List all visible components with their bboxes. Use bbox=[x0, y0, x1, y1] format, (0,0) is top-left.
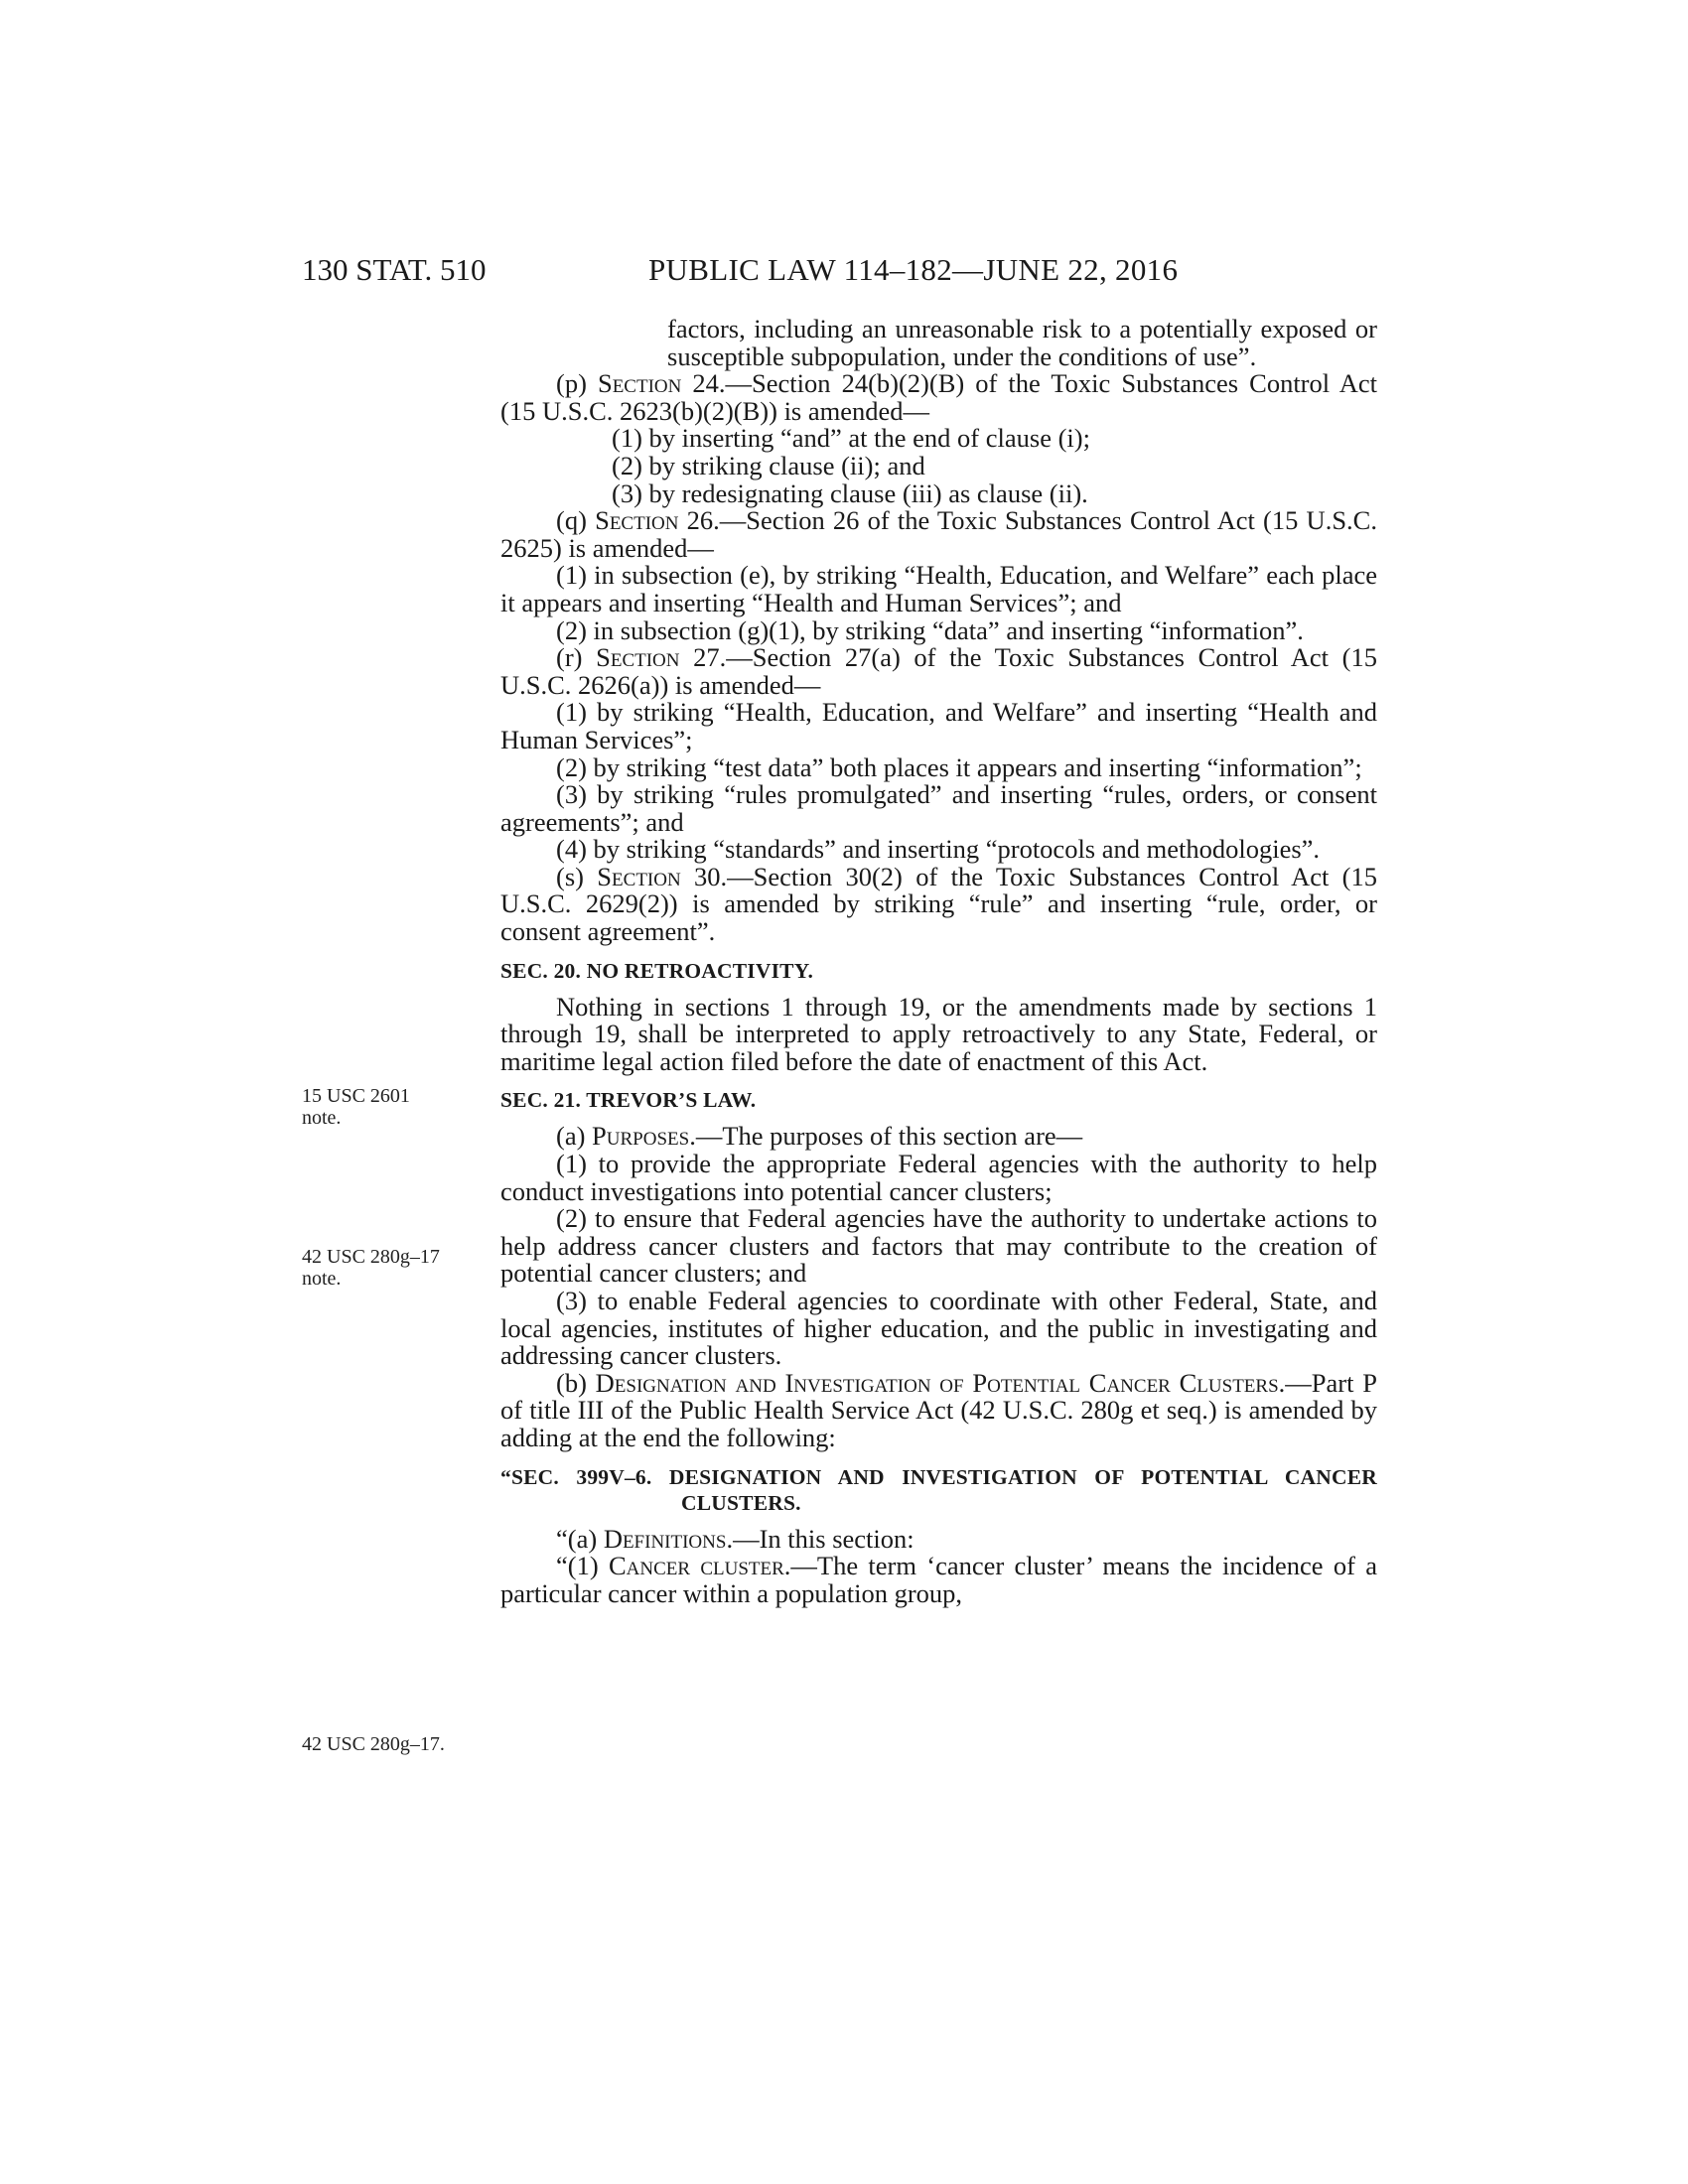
law-title: PUBLIC LAW 114–182—JUNE 22, 2016 bbox=[648, 252, 1179, 287]
running-header bbox=[302, 250, 1377, 290]
list-item: (3) by redesignating clause (iii) as clause (ii). bbox=[612, 478, 1088, 508]
list-item: (1) in subsection (e), by striking “Health, Education, and Welfare” each place it appears and inserting “Health and Human Services”; and bbox=[500, 560, 1377, 617]
list-item: (2) to ensure that Federal agencies have the authority to undertake actions to help address cancer clusters and factors that may contribute to the creation of potential cancer clusters; and bbox=[500, 1203, 1377, 1289]
list-item: (2) by striking “test data” both places it appears and inserting “information”; bbox=[556, 751, 1362, 782]
list-item: (3) to enable Federal agencies to coordinate with other Federal, State, and local agencies, institutes of higher education, and the public in investigating and addressing cancer clusters. bbox=[500, 1286, 1377, 1371]
definitions-subsection: “(a) Definitions.—In this section: bbox=[556, 1523, 914, 1554]
list-item: (3) by striking “rules promulgated” and inserting “rules, orders, or consent agreements”; and bbox=[500, 779, 1377, 837]
margin-note-text: note. bbox=[302, 1107, 342, 1129]
margin-note-sec399 bbox=[302, 1733, 481, 1755]
continued-text: factors, including an unreasonable risk to a potentially exposed or susceptible subpopulation, under the conditions of use”. bbox=[667, 314, 1377, 371]
subsection-caption: Section 24 bbox=[597, 368, 719, 399]
section-heading-sec20: SEC. 20. NO RETROACTIVITY. bbox=[500, 958, 814, 983]
statute-body bbox=[500, 316, 1377, 1607]
stat-page-number: 130 STAT. 510 bbox=[302, 252, 487, 287]
definition-cancer-cluster: “(1) Cancer cluster.—The term ‘cancer cluster’ means the incidence of a particular cancer within a population group, bbox=[500, 1551, 1377, 1608]
subsection-caption: Section 27 bbox=[596, 642, 720, 673]
margin-note-ref: 15 USC 2601 bbox=[302, 1085, 410, 1107]
margin-note-ref: 42 USC 280g–17 bbox=[302, 1246, 440, 1268]
subsection-r: (r) Section 27.—Section 27(a) of the Toxic Substances Control Act (15 U.S.C. 2626(a)) is amended— bbox=[500, 642, 1377, 700]
subsection-caption: Definitions bbox=[603, 1523, 727, 1554]
subsection-b: (b) Designation and Investigation of Potential Cancer Clusters.—Part P of title III of the Public Health Service Act (42 U.S.C. 280g et seq.) is amended by adding at the end the following: bbox=[500, 1367, 1377, 1452]
margin-note-sec20 bbox=[302, 1085, 481, 1129]
subsection-caption: Section 30 bbox=[597, 861, 721, 891]
list-item: (4) by striking “standards” and inserting “protocols and methodologies”. bbox=[556, 834, 1321, 865]
list-item: (1) by striking “Health, Education, and Welfare” and inserting “Health and Human Services”; bbox=[500, 697, 1377, 754]
list-item: (2) by striking clause (ii); and bbox=[612, 450, 925, 480]
margin-note-text: note. bbox=[302, 1268, 342, 1290]
section-text-sec20: Nothing in sections 1 through 19, or the amendments made by sections 1 through 19, shall be interpreted to apply retroactively to any State, Federal, or maritime legal action filed before the date of enactment of this Act. bbox=[500, 991, 1377, 1076]
section-heading-sec21: SEC. 21. TREVOR’S LAW. bbox=[500, 1088, 757, 1113]
subsection-caption: Section 26 bbox=[595, 505, 714, 536]
margin-note-ref: 42 USC 280g–17. bbox=[302, 1733, 445, 1755]
margin-note-sec21 bbox=[302, 1246, 481, 1290]
subsection-q: (q) Section 26.—Section 26 of the Toxic Substances Control Act (15 U.S.C. 2625) is amended— bbox=[500, 505, 1377, 563]
list-item: (2) in subsection (g)(1), by striking “data” and inserting “information”. bbox=[556, 614, 1304, 645]
subsection-caption: Designation and Investigation of Potential Cancer Clusters bbox=[595, 1367, 1279, 1398]
subsection-a: (a) Purposes.—The purposes of this section are— bbox=[556, 1121, 1083, 1152]
list-item: (1) to provide the appropriate Federal agencies with the authority to help conduct investigations into potential cancer clusters; bbox=[500, 1149, 1377, 1206]
list-item: (1) by inserting “and” at the end of clause (i); bbox=[612, 423, 1090, 454]
subsection-s: (s) Section 30.—Section 30(2) of the Toxic Substances Control Act (15 U.S.C. 2629(2)) is amended by striking “rule” and inserting “rule, order, or consent agreement”. bbox=[500, 861, 1377, 947]
section-heading-sec399: “SEC. 399V–6. DESIGNATION AND INVESTIGATION OF POTENTIAL CANCER CLUSTERS. bbox=[500, 1464, 1377, 1515]
subsection-p: (p) Section 24.—Section 24(b)(2)(B) of the Toxic Substances Control Act (15 U.S.C. 2623(b)(2)(B)) is amended— bbox=[500, 368, 1377, 426]
subsection-caption: Purposes bbox=[592, 1121, 690, 1152]
definition-caption: Cancer cluster bbox=[608, 1551, 784, 1581]
